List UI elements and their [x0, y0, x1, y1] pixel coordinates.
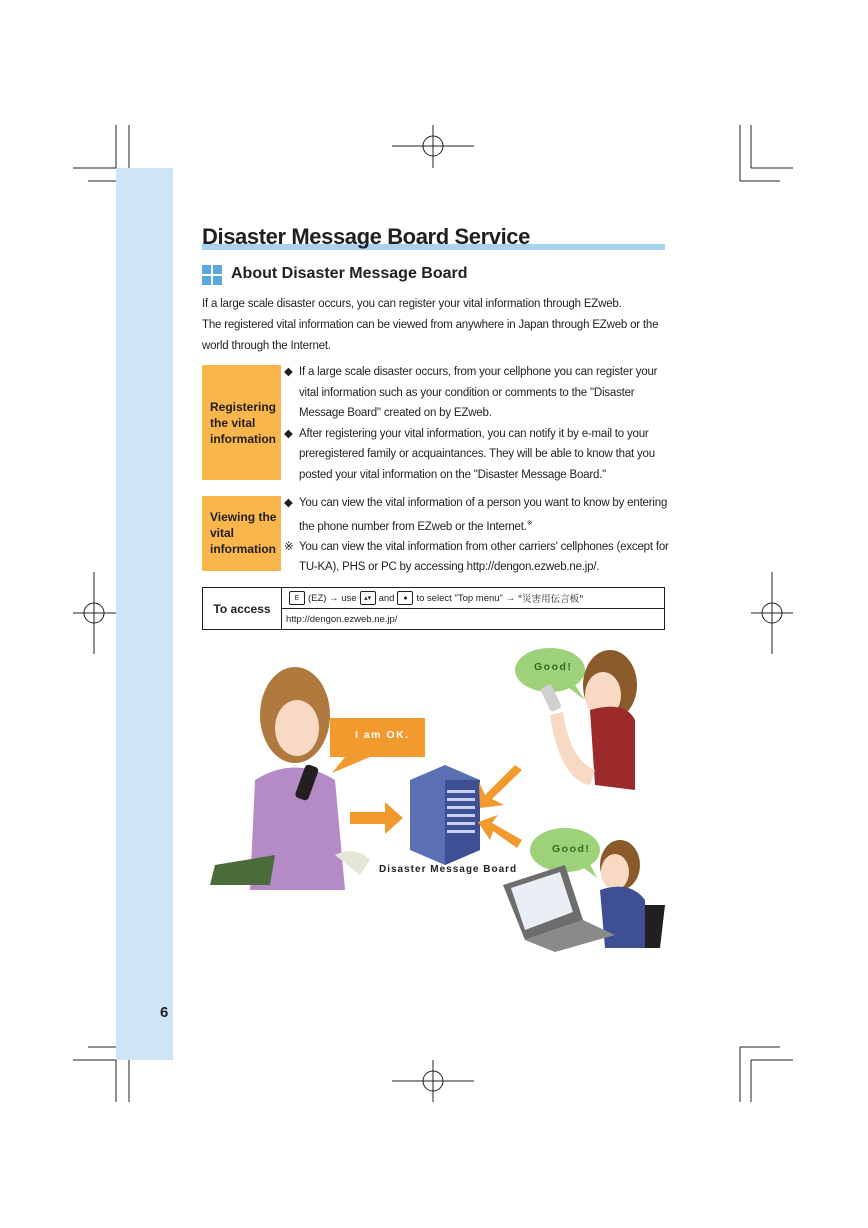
access-table: [202, 587, 665, 630]
page-number: 6: [160, 1004, 169, 1021]
viewing-bullets: [284, 493, 669, 578]
bullet-item: ◆ If a large scale disaster occurs, from your cellphone you can register your vital information such as your condition or comments to the "Disaster Message Board" created on by EZweb.: [284, 366, 658, 419]
note-item: ※ You can view the vital information from other carriers' cellphones (except for TU-KA), PHS or PC by accessing http://dengon.ezweb.ne.jp/.: [284, 540, 669, 574]
registering-bullets: [284, 362, 669, 485]
intro-line: The registered vital information can be viewed from anywhere in Japan through EZweb or the world through the Internet.: [202, 319, 659, 352]
page-sidebar-band: [116, 168, 173, 1060]
arrow-right-icon: [350, 802, 403, 834]
access-label: To access: [203, 588, 282, 629]
arrow-down-right-icon: [478, 815, 522, 848]
server-caption: Disaster Message Board: [379, 864, 518, 875]
bubble-ok: [330, 718, 425, 773]
section-title: About Disaster Message Board: [231, 265, 468, 282]
bullet-item: ◆ After registering your vital information, you can notify it by e-mail to your preregistered family or acquaintances. They will be able to know that you posted your vital information on the "Disaster Message Board.": [284, 427, 655, 481]
access-key-sequence: E (EZ) → use ▴▾ and ● to select "Top menu" → "災害用伝言板": [282, 588, 664, 609]
access-url: http://dengon.ezweb.ne.jp/: [286, 613, 398, 625]
intro-line: If a large scale disaster occurs, you can register your vital information through EZweb.: [202, 298, 622, 310]
server-icon: [410, 765, 480, 865]
registering-label: Registering the vital information: [202, 365, 281, 480]
page-title: Disaster Message Board Service: [202, 224, 530, 249]
woman-with-phone-illustration: [210, 667, 370, 890]
illustration: [195, 640, 675, 960]
section-squares-icon: [202, 265, 222, 285]
bubble-ok-text: I am OK.: [355, 729, 410, 741]
viewing-label: Viewing the vital information: [202, 496, 281, 571]
bubble-good-laptop-text: Good!: [552, 843, 591, 855]
intro-paragraph: [202, 294, 672, 357]
bubble-good-phone-text: Good!: [534, 661, 573, 673]
arrow-right-icon: →: [329, 592, 339, 604]
ez-key-icon: E: [289, 591, 305, 605]
center-key-icon: ●: [397, 591, 413, 605]
arrow-up-right-icon: [479, 765, 522, 808]
bullet-item: ◆ You can view the vital information of a person you want to know by entering the phone number from EZweb or the Internet.※: [284, 497, 668, 533]
arrow-right-icon: →: [505, 592, 516, 604]
up-down-key-icon: ▴▾: [360, 591, 376, 605]
